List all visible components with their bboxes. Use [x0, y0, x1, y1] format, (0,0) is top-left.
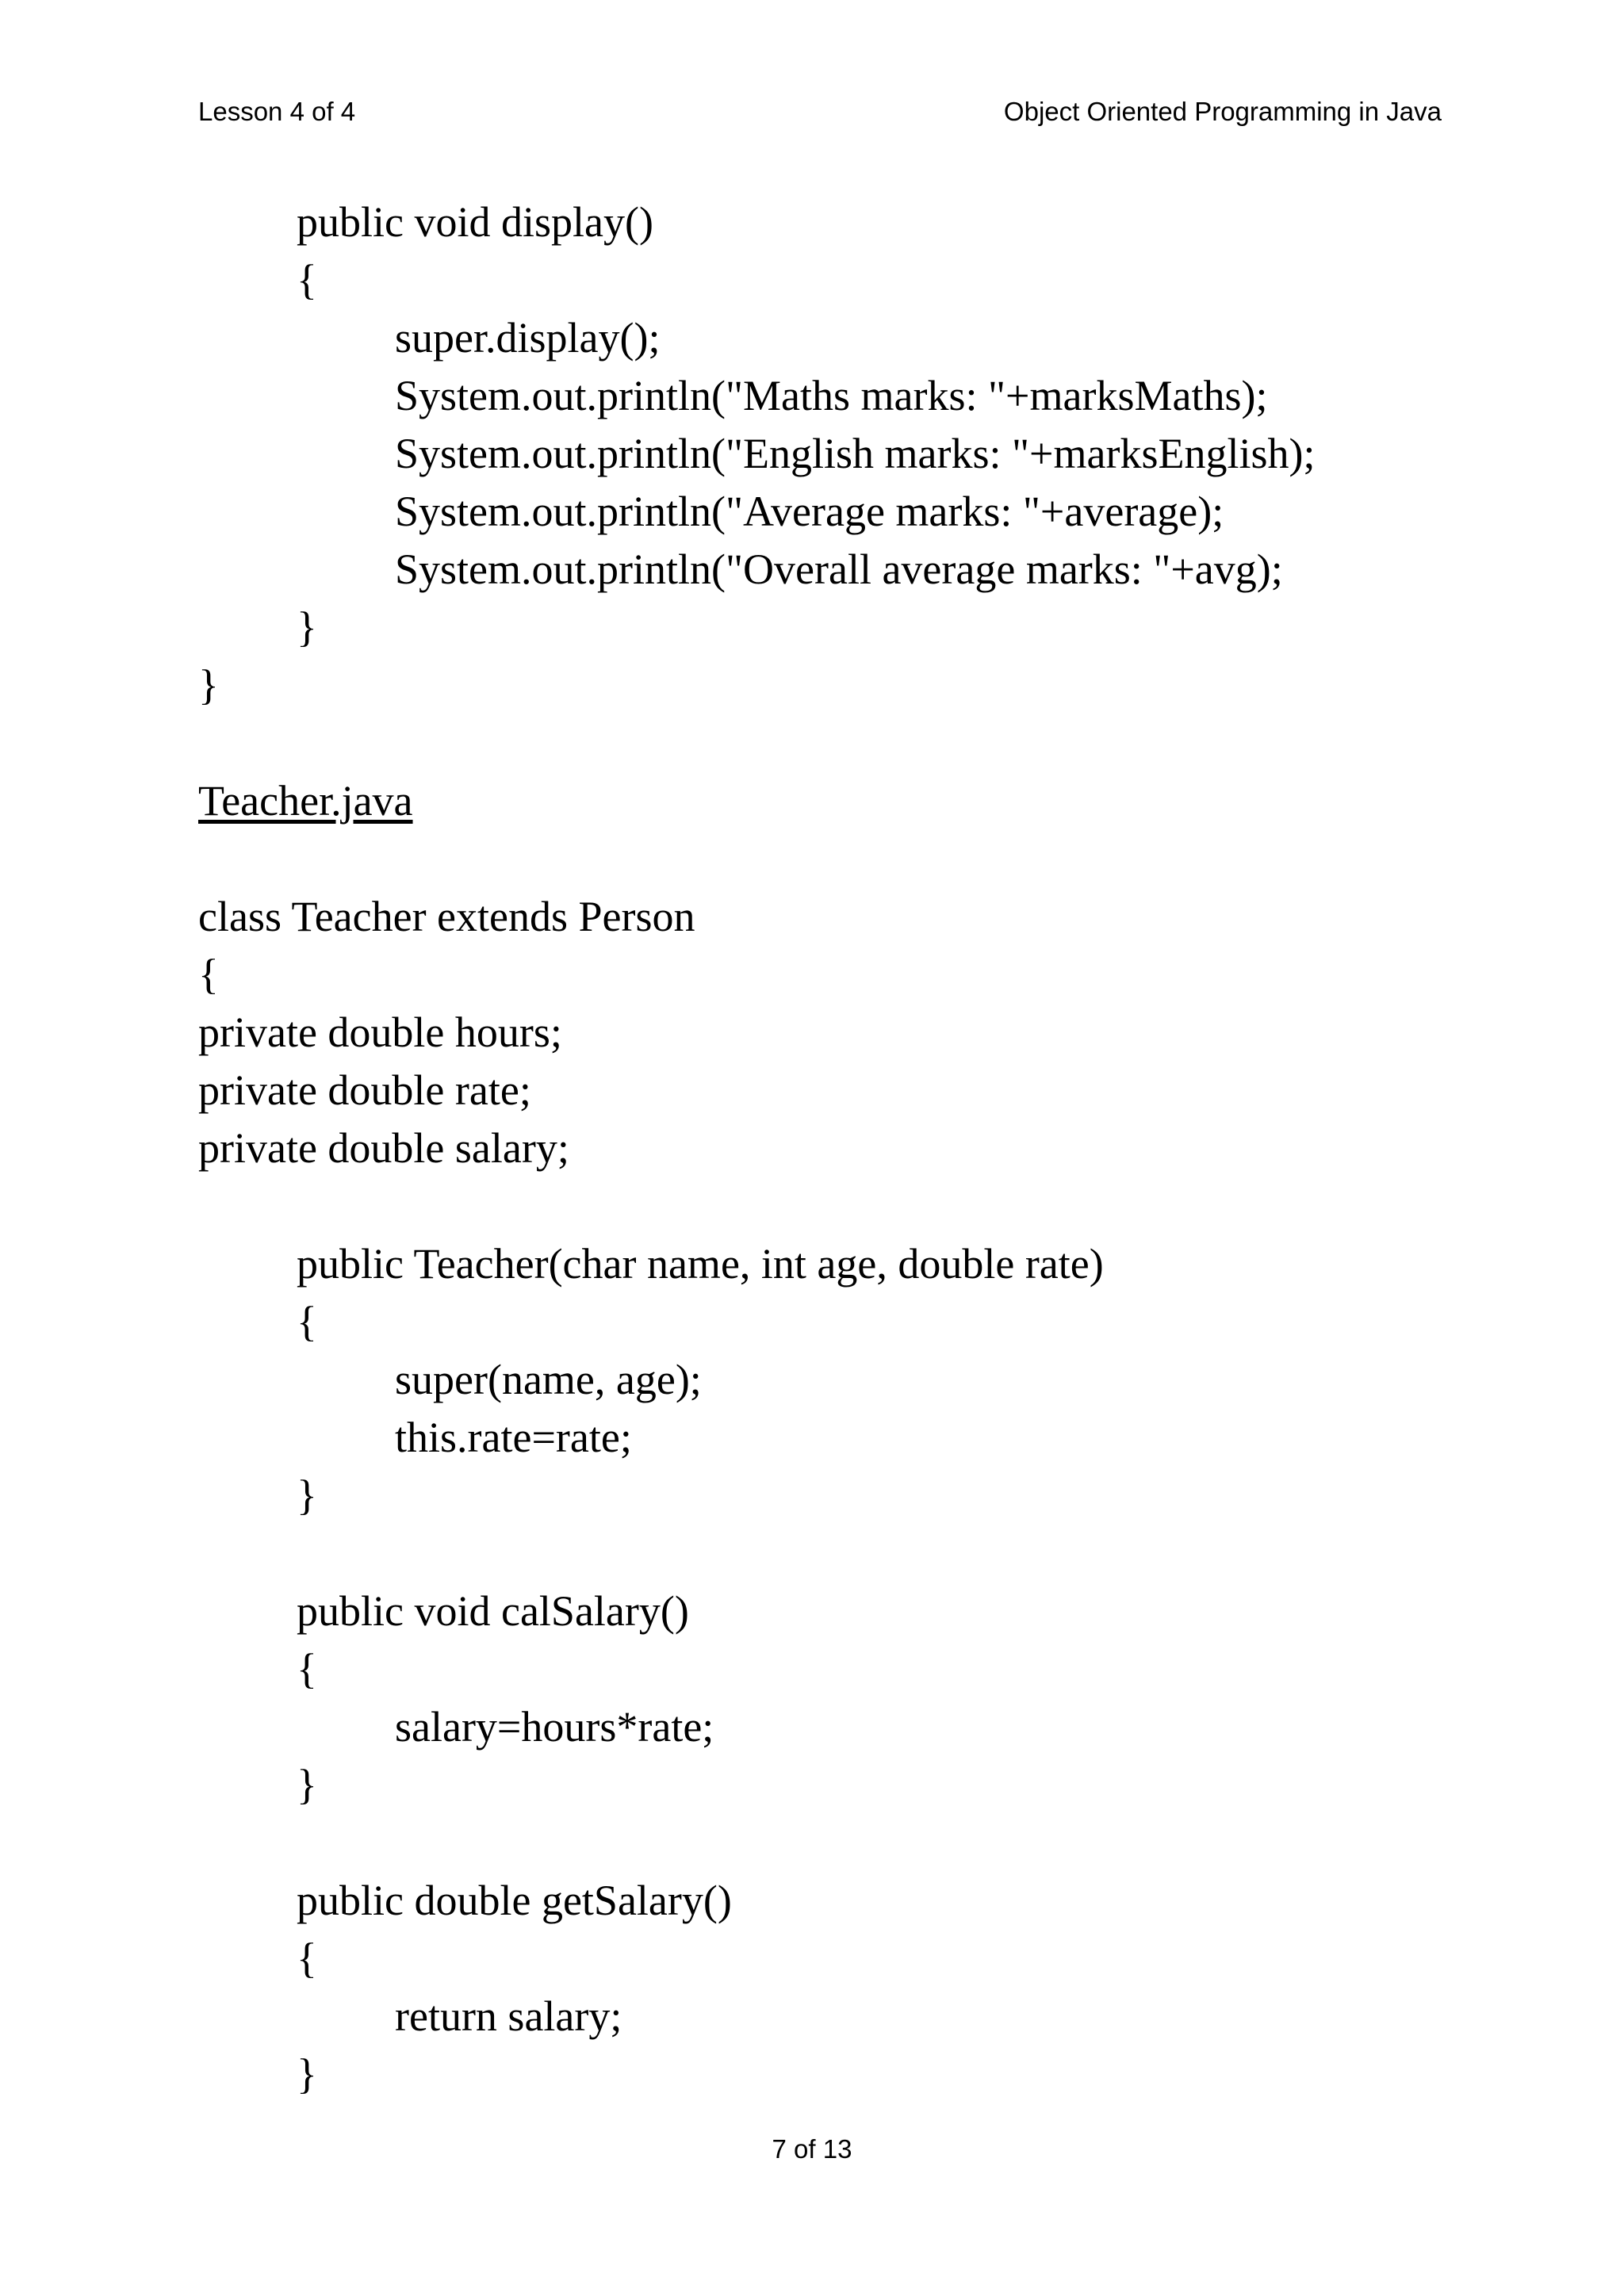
code-line: private double hours; [198, 1008, 562, 1056]
code-line: } [297, 603, 317, 651]
blank-line [198, 830, 1467, 888]
page-number: 7 of 13 [772, 2134, 852, 2164]
code-line: super(name, age); [395, 1356, 702, 1403]
code-line: private double rate; [198, 1066, 531, 1114]
code-line: public void calSalary() [297, 1587, 689, 1635]
page-header [198, 97, 1442, 136]
code-line: System.out.println("Maths marks: "+marksMaths); [395, 372, 1268, 419]
code-line: return salary; [395, 1992, 622, 2040]
blank-line [198, 1177, 1467, 1235]
code-line: } [198, 661, 219, 709]
code-line: class Teacher extends Person [198, 893, 695, 940]
code-line: System.out.println("English marks: "+marksEnglish); [395, 430, 1316, 477]
code-line: private double salary; [198, 1124, 569, 1172]
code-listing [198, 193, 1467, 2103]
code-line: System.out.println("Average marks: "+average); [395, 488, 1224, 535]
code-line: public Teacher(char name, int age, double rate) [297, 1240, 1104, 1288]
code-line: { [297, 1645, 317, 1693]
code-line: { [297, 256, 317, 304]
blank-line [198, 1814, 1467, 1872]
code-line: { [198, 951, 219, 998]
file-heading [198, 772, 1467, 830]
blank-line [198, 714, 1467, 772]
code-line: public double getSalary() [297, 1877, 732, 1924]
code-line: public void display() [297, 198, 653, 246]
code-line: salary=hours*rate; [395, 1703, 714, 1751]
blank-line [198, 1525, 1467, 1582]
document-title: Object Oriented Programming in Java [1003, 97, 1442, 126]
code-line: super.display(); [395, 314, 661, 362]
code-line: } [297, 2050, 317, 2098]
lesson-label: Lesson 4 of 4 [198, 97, 356, 126]
code-line: } [297, 1761, 317, 1808]
code-line: } [297, 1471, 317, 1519]
code-line: { [297, 1934, 317, 1982]
file-heading-text: Teacher.java [198, 777, 413, 825]
code-line: System.out.println("Overall average marks: "+avg); [395, 545, 1283, 593]
code-line: { [297, 1298, 317, 1345]
code-line: this.rate=rate; [395, 1414, 632, 1461]
